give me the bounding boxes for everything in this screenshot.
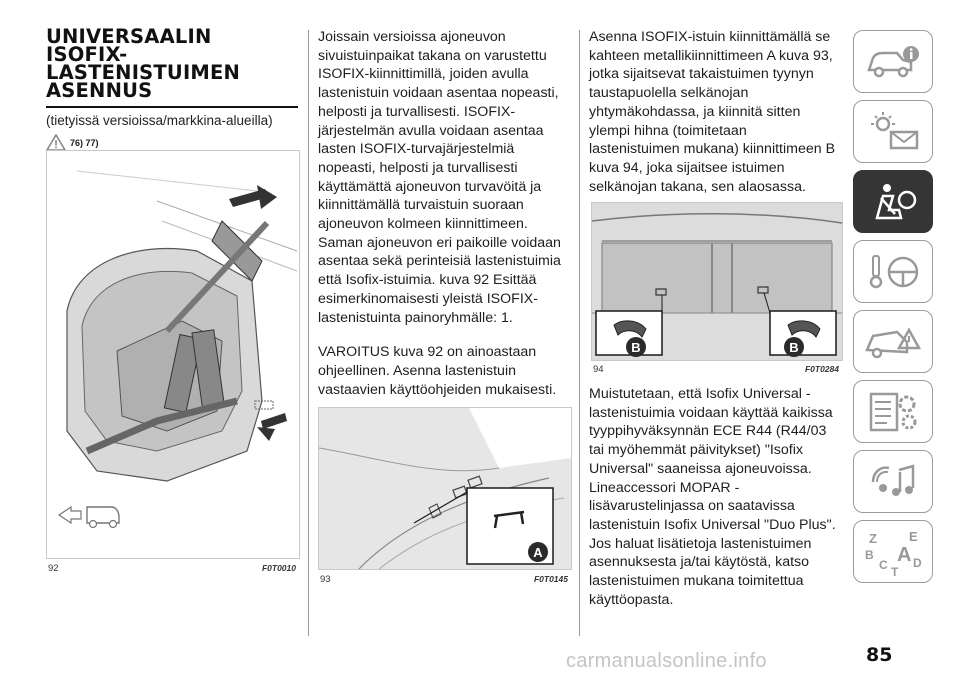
- maintenance-checklist-icon: [863, 390, 923, 434]
- figure-number: 92: [48, 563, 59, 574]
- figure-number: 93: [320, 574, 331, 585]
- page-number: 85: [866, 644, 893, 666]
- alphabetical-index-icon: [861, 527, 925, 577]
- car-orientation-icon: [59, 507, 119, 528]
- marker-b-left: B: [631, 340, 641, 355]
- index-letter: A: [897, 543, 912, 566]
- tab-index[interactable]: [853, 520, 933, 583]
- section-title: [46, 25, 298, 102]
- figure-93: [318, 407, 572, 570]
- tab-warning-lights[interactable]: [853, 100, 933, 163]
- figure-93-caption: [320, 574, 568, 585]
- tab-multimedia[interactable]: [853, 450, 933, 513]
- figure-code: F0T0010: [261, 563, 296, 573]
- figure-number: 94: [593, 364, 604, 375]
- warning-refs: 76) 77): [70, 137, 99, 148]
- column-1: [46, 25, 298, 151]
- figure-92-caption: [48, 563, 296, 574]
- installation-paragraph: Asenna ISOFIX-istuin kiinnittämällä se kahteen metallikiinnittimeen A kuva 93, jotka sijaitsevat takaistuimen tyynyn taustapuolella selkänojan yhtymäkohdassa, ja kiinnitä sitten ylempi hihna (toimitetaan lastenistuimen mukana) kiinnittimeen B kuva 94, joka sijaitsee istuimen selkänojan takana, sen alaosassa.: [589, 29, 836, 195]
- watermark: carmanualsonline.info: [566, 650, 767, 672]
- figure-code: F0T0145: [533, 574, 568, 584]
- section-subtitle: (tietyissä versioissa/markkina-alueilla): [46, 113, 273, 128]
- title-underline: [46, 106, 298, 108]
- warning-paragraph: VAROITUS kuva 92 on ainoastaan ohjeellinen. Asenna lastenistuin vastaavien käyttöohjeiden mukaisesti.: [318, 344, 557, 398]
- column-3-continued: [589, 385, 841, 625]
- warning-reference: [46, 134, 298, 151]
- marker-a: A: [533, 545, 543, 560]
- top-tether-illustration: [592, 203, 842, 360]
- column-divider-2: [579, 30, 580, 636]
- index-letter: C: [879, 557, 888, 572]
- marker-b-right: B: [789, 340, 799, 355]
- isofix-anchor-illustration: [319, 408, 571, 569]
- key-steering-icon: [863, 250, 923, 294]
- warning-triangle-icon: [46, 134, 66, 151]
- column-divider-1: [308, 30, 309, 636]
- intro-paragraph: Joissain versioissa ajoneuvon sivuistuinpaikat takana on varustettu ISOFIX-kiinnittimillä, joiden avulla lastenistuin voidaan asentaa nopeasti, helposti ja turvallisesti. ISOFIX-järjestelmän avulla voidaan asentaa lasten ISOFIX-turvajärjestelmiä nopeasti, helposti ja turvallisesti käyttämättä ajoneuvon turvavöitä ja kiinnittämällä turvaistuin suoraan ajoneuvon kolmeen kiinnittimeen. Saman ajoneuvon eri paikoille voidaan asentaa sekä perinteisiä lastenistuimia että Isofix-istuimia. kuva 92 Esittää esimerkinomaisesti yleistä ISOFIX-lastenistuinta painoryhmälle: 1.: [318, 29, 561, 326]
- column-2: [318, 28, 570, 415]
- index-letter: B: [865, 547, 874, 562]
- title-line: LASTENISTUIMEN: [46, 61, 241, 84]
- column-3: [589, 28, 841, 212]
- title-line: ASENNUS: [46, 79, 153, 102]
- title-line: UNIVERSAALIN: [46, 25, 212, 48]
- figure-94-caption: [593, 364, 839, 375]
- tab-dashboard[interactable]: [853, 30, 933, 93]
- tab-safety[interactable]: [853, 170, 933, 233]
- child-seat-illustration: [47, 151, 299, 558]
- figure-code: F0T0284: [804, 364, 839, 374]
- figure-94: [591, 202, 843, 361]
- tab-starting-driving[interactable]: [853, 240, 933, 303]
- tab-maintenance[interactable]: [853, 380, 933, 443]
- index-letter: D: [913, 555, 922, 570]
- compatibility-paragraph: Muistutetaan, että Isofix Universal -lastenistuimia voidaan käyttää kaikissa tyyppihyväksynnän ECE R44 (R44/03 tai myöhemmät päivitykset) "Isofix Universal" saaneissa ajoneuvoissa. Lineaccessori MOPAR -lisävarustelinjassa on saatavissa lastenistuin Isofix Universal "Duo Plus". Jos haluat lisätietoja lastenistuimen asennuksesta ja/tai käytöstä, katso lastenistuimen mukana toimitettua käyttöopasta.: [589, 386, 836, 608]
- multimedia-icon: [863, 460, 923, 504]
- seat-airbag-icon: [863, 180, 923, 224]
- index-letter: E: [909, 528, 918, 544]
- chapter-tabs: [853, 30, 933, 590]
- car-info-icon: [863, 42, 923, 82]
- index-letter: Z: [869, 530, 877, 546]
- warning-lights-icon: [863, 110, 923, 154]
- figure-92: [46, 150, 300, 559]
- title-line: ISOFIX-: [46, 43, 128, 66]
- tab-emergency[interactable]: [853, 310, 933, 373]
- index-letter: T: [891, 564, 899, 577]
- car-emergency-icon: [863, 320, 923, 364]
